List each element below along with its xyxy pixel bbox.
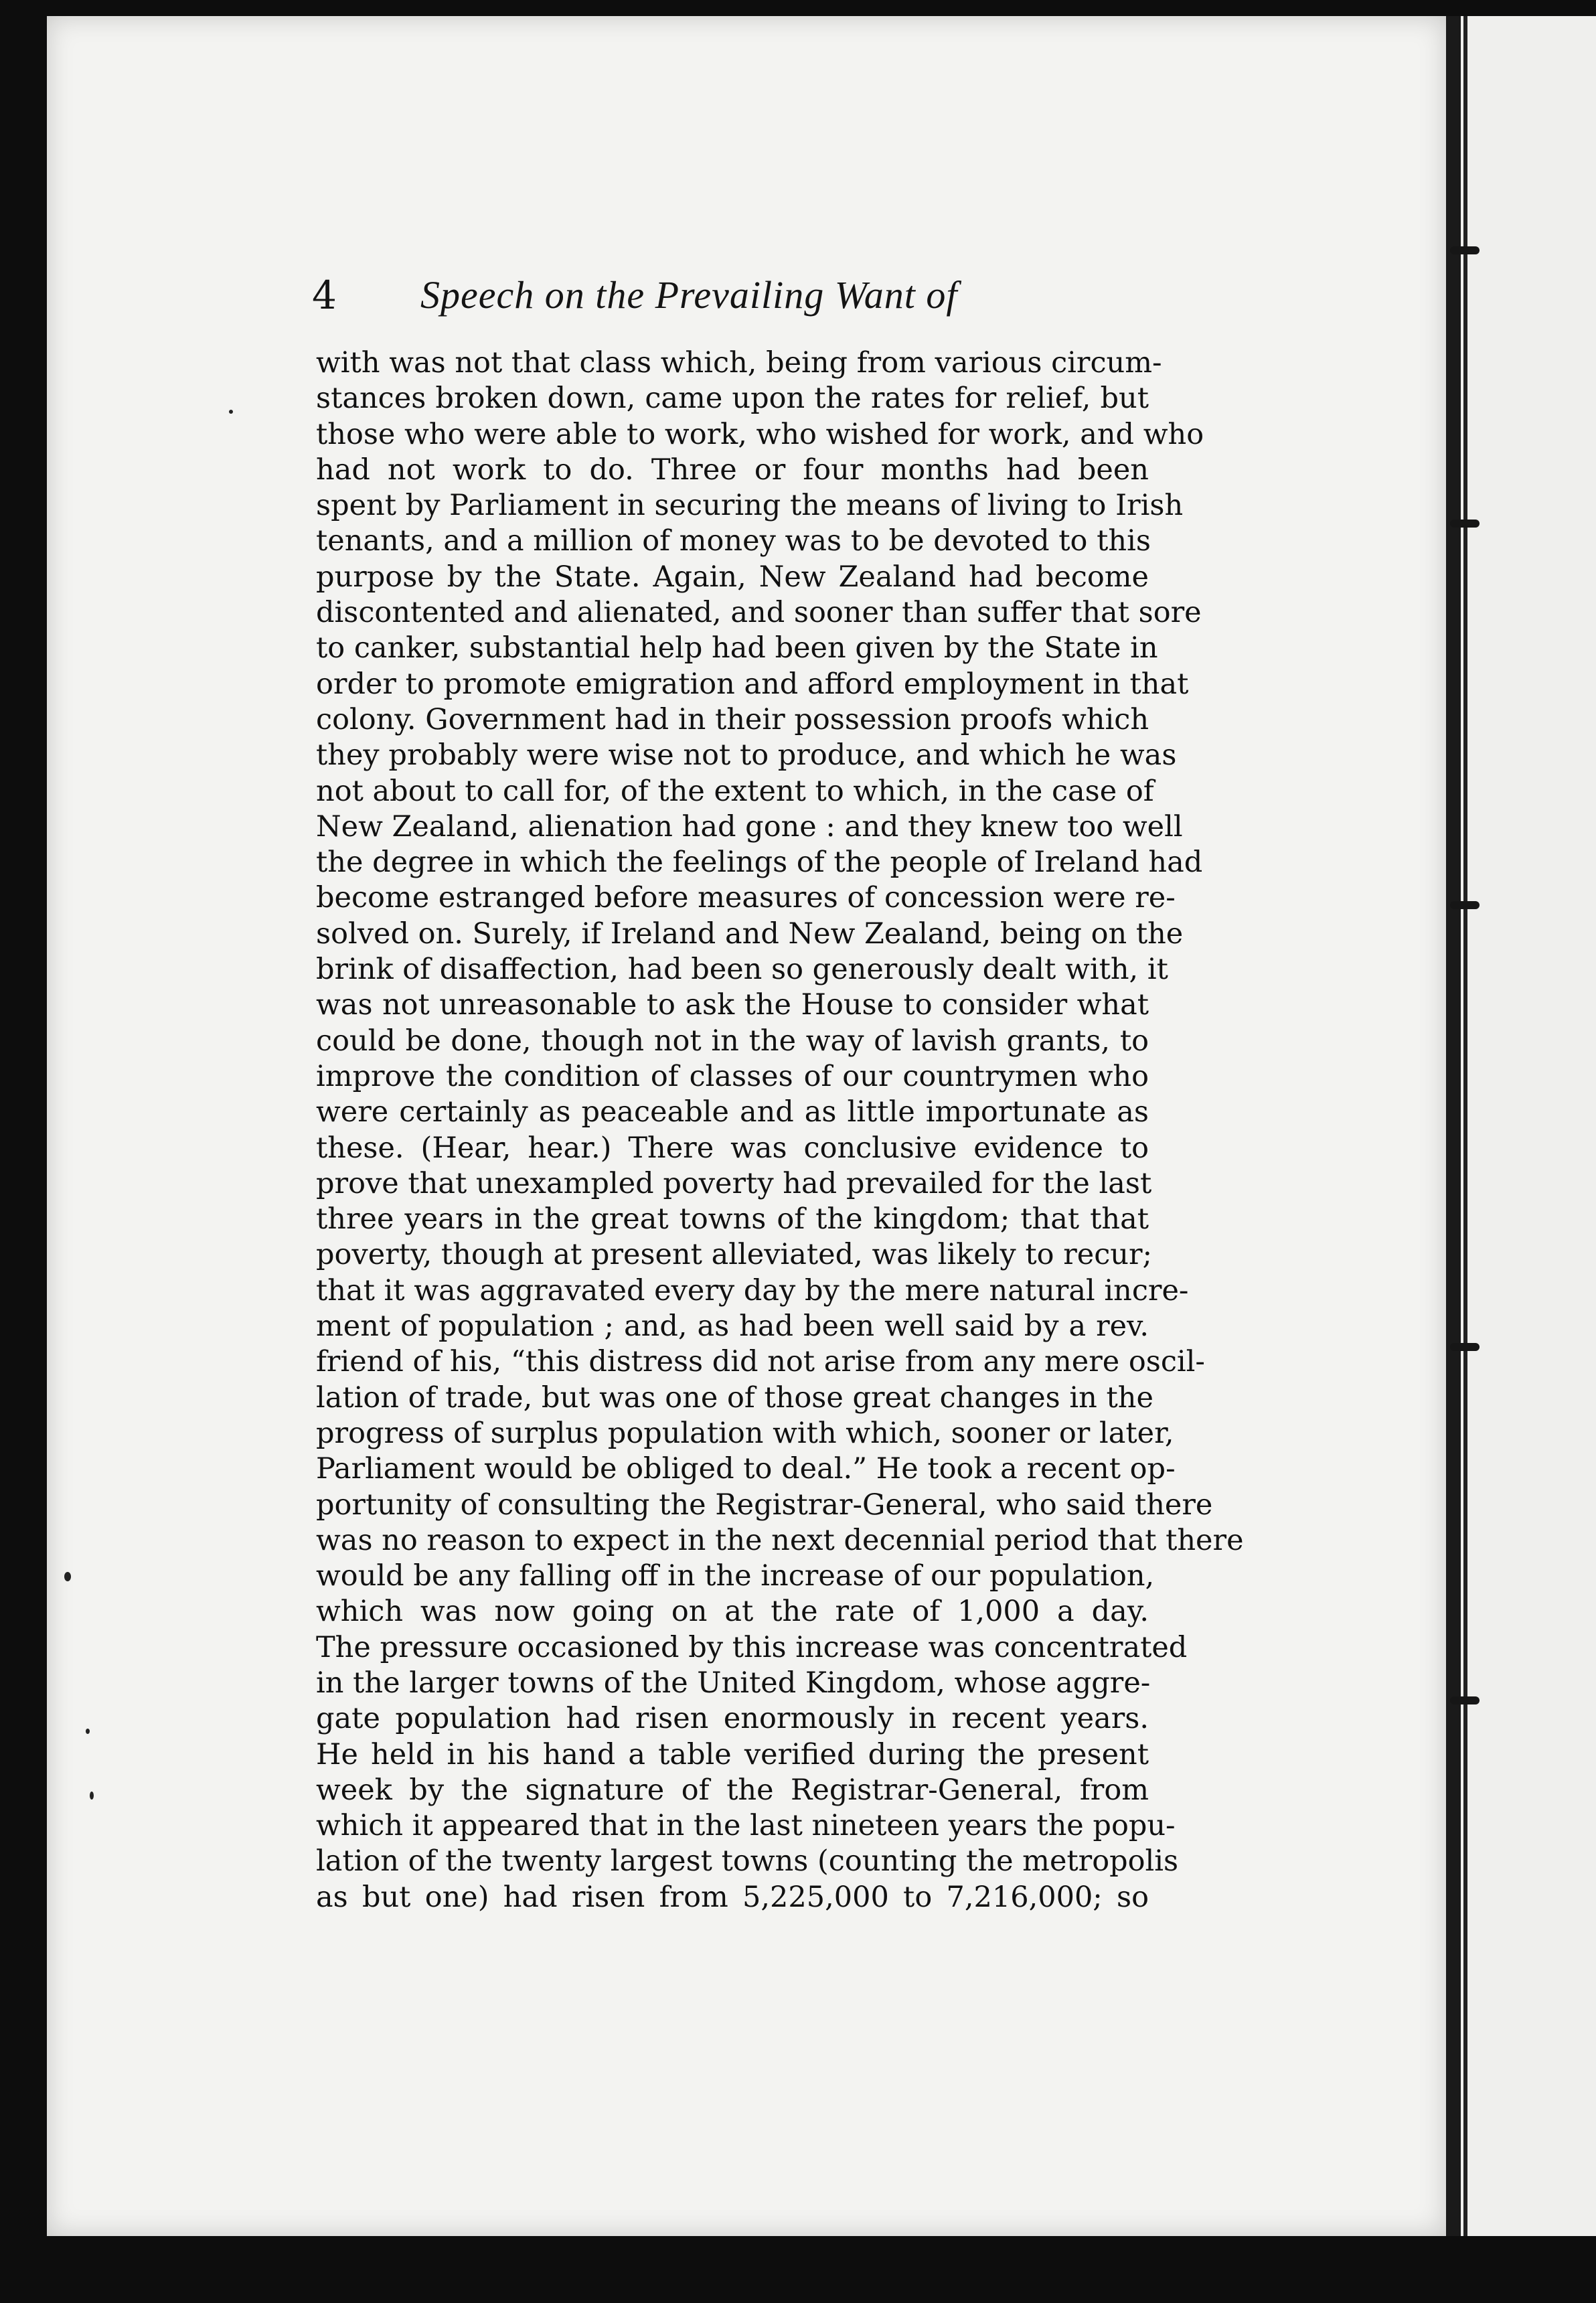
text-line: were certainly as peaceable and as little importunate as: [316, 1095, 1149, 1129]
text-line: not about to call for, of the extent to which, in the case of: [316, 774, 1154, 808]
text-line: order to promote emigration and afford employment in that: [316, 667, 1189, 701]
text-line: these. (Hear, hear.) There was conclusive evidence to: [316, 1131, 1149, 1165]
facing-page-edge: [1461, 16, 1596, 2236]
text-line: three years in the great towns of the kingdom; that that: [316, 1202, 1149, 1237]
scan-speck: [64, 1572, 71, 1581]
binding-line: [1463, 16, 1467, 2236]
text-line: progress of surplus population with which, sooner or later,: [316, 1416, 1174, 1450]
text-line: stances broken down, came upon the rates for relief, but: [316, 382, 1149, 416]
text-line: which was now going on at the rate of 1,000 a day.: [316, 1595, 1149, 1629]
scan-speck: [229, 410, 233, 414]
text-line: brink of disaffection, had been so generously dealt with, it: [316, 953, 1168, 987]
text-line: improve the condition of classes of our countrymen who: [316, 1059, 1149, 1093]
text-line: was not unreasonable to ask the House to consider what: [316, 988, 1149, 1022]
text-line: lation of trade, but was one of those great changes in the: [316, 1380, 1153, 1415]
text-line: New Zealand, alienation had gone : and they knew too well: [316, 809, 1183, 844]
binding-stitch: [1450, 246, 1480, 254]
text-line: poverty, though at present alleviated, was likely to recur;: [316, 1238, 1153, 1272]
text-line: which it appeared that in the last nineteen years the popu-: [316, 1809, 1176, 1843]
text-line: gate population had risen enormously in recent years.: [316, 1702, 1149, 1736]
body-text: [316, 345, 1244, 1915]
text-line: colony. Government had in their possession proofs which: [316, 702, 1149, 736]
text-line: spent by Parliament in securing the means of living to Irish: [316, 489, 1184, 523]
text-line: in the larger towns of the United Kingdom, whose aggre-: [316, 1666, 1151, 1700]
text-line: solved on. Surely, if Ireland and New Zealand, being on the: [316, 917, 1184, 951]
binding-stitch: [1450, 520, 1480, 528]
page-number: 4: [312, 272, 337, 318]
text-line: He held in his hand a table verified during the present: [316, 1737, 1149, 1771]
text-line: Parliament would be obliged to deal.” He took a recent op-: [316, 1452, 1176, 1486]
binding-stitch: [1450, 1343, 1480, 1351]
text-line: was no reason to expect in the next decennial period that there: [316, 1523, 1244, 1557]
text-line: tenants, and a million of money was to be devoted to this: [316, 524, 1151, 558]
text-line: the degree in which the feelings of the people of Ireland had: [316, 846, 1203, 880]
text-line: discontented and alienated, and sooner than suffer that sore: [316, 596, 1202, 630]
running-title: Speech on the Prevailing Want of: [420, 272, 958, 317]
text-line: with was not that class which, being from various circum-: [316, 346, 1162, 380]
text-line: prove that unexampled poverty had prevailed for the last: [316, 1166, 1152, 1200]
text-line: as but one) had risen from 5,225,000 to 7,216,000; so: [316, 1880, 1149, 1914]
text-line: that it was aggravated every day by the mere natural incre-: [316, 1273, 1189, 1307]
text-line: had not work to do. Three or four months had been: [316, 453, 1149, 487]
text-line: become estranged before measures of concession were re-: [316, 881, 1176, 915]
text-line: to canker, substantial help had been given by the State in: [316, 631, 1158, 665]
text-line: ment of population ; and, as had been well said by a rev.: [316, 1309, 1149, 1344]
text-line: lation of the twenty largest towns (counting the metropolis: [316, 1844, 1179, 1879]
text-line: portunity of consulting the Registrar-General, who said there: [316, 1488, 1213, 1522]
text-line: week by the signature of the Registrar-General, from: [316, 1773, 1149, 1807]
text-line: would be any falling off in the increase of our population,: [316, 1559, 1155, 1593]
scan-speck: [90, 1792, 94, 1800]
text-line: The pressure occasioned by this increase was concentrated: [316, 1630, 1188, 1664]
text-line: they probably were wise not to produce, and which he was: [316, 738, 1177, 773]
binding-stitch: [1450, 901, 1480, 909]
scan-speck: [86, 1729, 90, 1734]
binding-stitch: [1450, 1696, 1480, 1704]
running-head: [312, 266, 1182, 323]
text-line: friend of his, “this distress did not arise from any mere oscil-: [316, 1345, 1205, 1379]
text-line: could be done, though not in the way of lavish grants, to: [316, 1024, 1149, 1058]
page-gutter-shadow: [1446, 16, 1461, 2236]
text-line: purpose by the State. Again, New Zealand had become: [316, 560, 1149, 594]
text-line: those who were able to work, who wished for work, and who: [316, 417, 1204, 451]
